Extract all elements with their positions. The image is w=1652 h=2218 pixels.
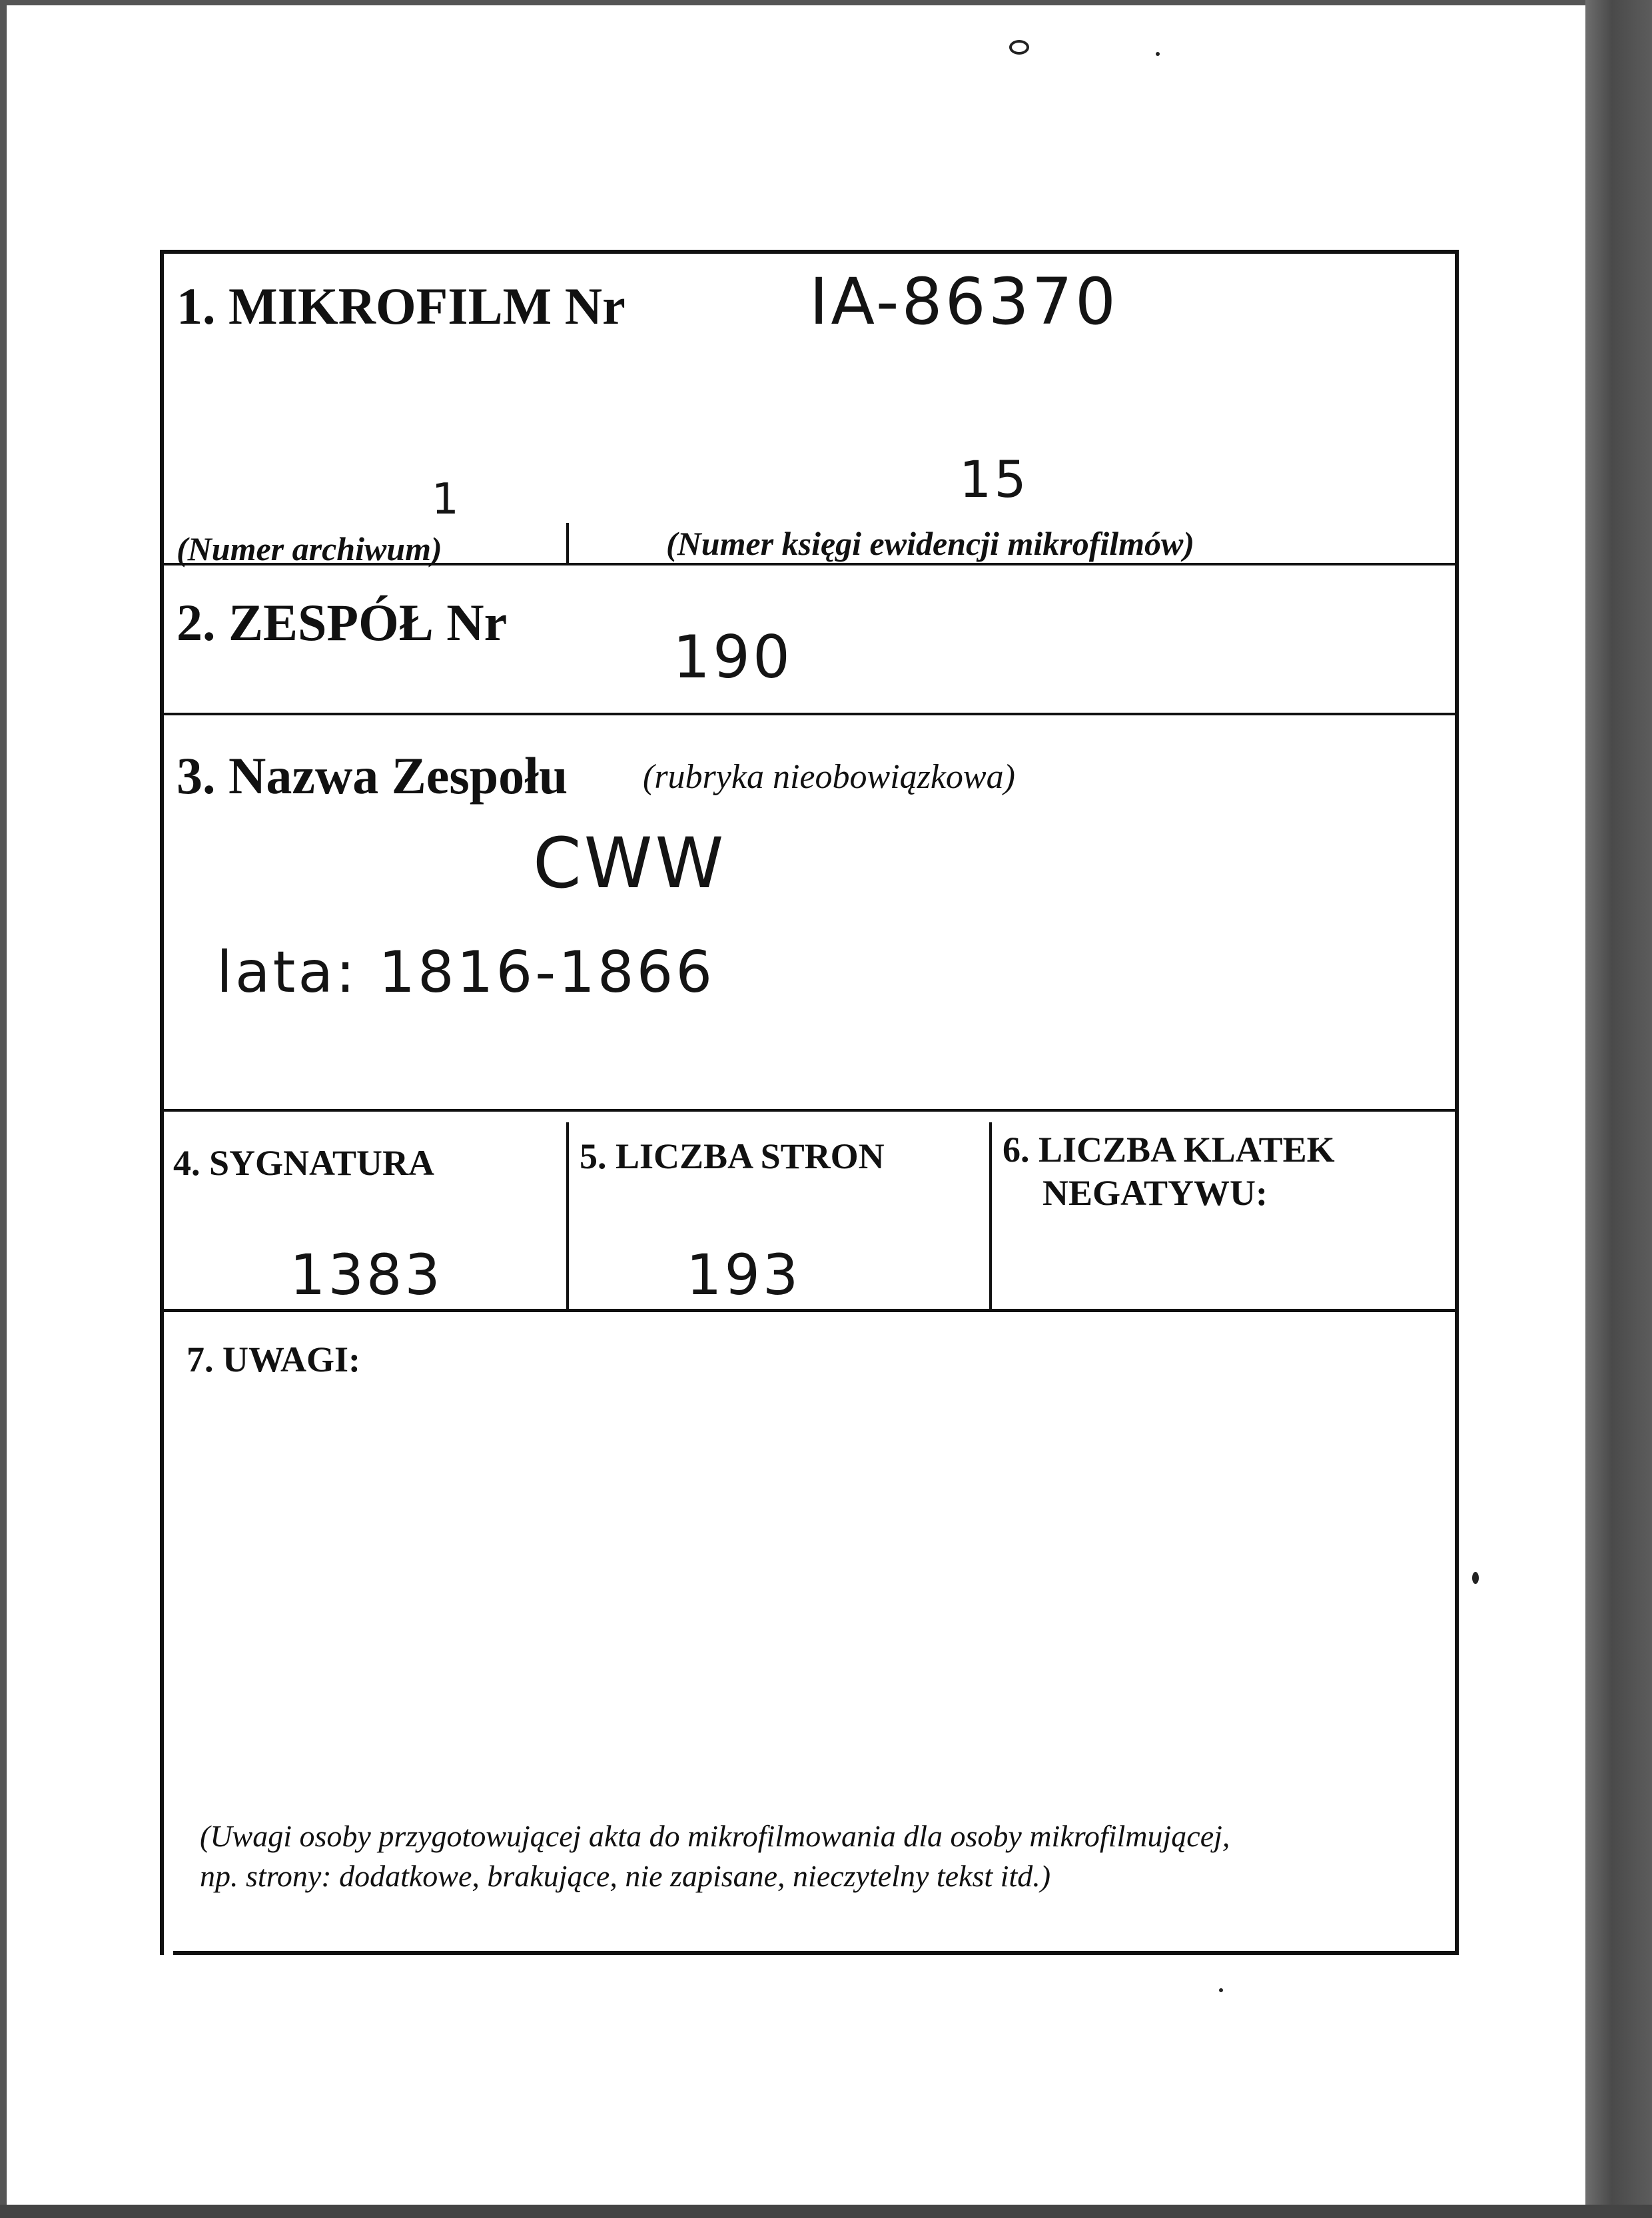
zespol-number: 190 [673,623,793,691]
liczba-stron-value: 193 [686,1242,801,1307]
uwagi-label: 7. UWAGI: [187,1339,361,1379]
uwagi-note-line1: (Uwagi osoby przygotowującej akta do mikrofilmowania dla osoby mikrofilmującej, [200,1819,1230,1853]
scan-speck [1219,1988,1223,1992]
sygnatura-value: 1383 [290,1242,443,1307]
frame-left [160,250,164,1955]
mikrofilm-label: 1. MIKROFILM Nr [177,277,625,335]
nazwa-zespolu-hint: (rubryka nieobowiązkowa) [643,758,1015,796]
negatywu-label: NEGATYWU: [1042,1173,1268,1213]
scan-speck [1009,40,1029,55]
scan-edge-right [1585,0,1652,2218]
liczba-stron-label: 5. LICZBA STRON [580,1136,885,1176]
register-number: 15 [959,450,1029,509]
nazwa-zespolu-label: 3. Nazwa Zespołu [177,747,568,805]
frame-right [1455,250,1459,1955]
divider-col-4-5 [566,1122,569,1312]
divider-hints [566,523,569,564]
divider-col-5-6 [989,1122,992,1312]
divider-row3 [160,1109,1459,1112]
frame-bottom [173,1951,1459,1955]
scan-edge-left [0,0,7,2218]
divider-row4 [160,1309,1459,1312]
archive-number-hint: (Numer archiwum) [177,530,442,567]
zespol-label: 2. ZESPÓŁ Nr [177,593,508,651]
mikrofilm-number: IA-86370 [809,264,1118,339]
uwagi-note-line2: np. strony: dodatkowe, brakujące, nie zapisane, nieczytelny tekst itd.) [200,1859,1051,1893]
nazwa-zespolu-years: lata: 1816-1866 [216,939,715,1006]
scan-edge-top [0,0,1652,5]
archive-number: 1 [432,475,462,524]
register-number-hint: (Numer księgi ewidencji mikrofilmów) [666,525,1195,562]
scan-speck [1156,52,1160,56]
scan-edge-bottom [0,2205,1652,2218]
sygnatura-label: 4. SYGNATURA [173,1143,435,1183]
microfilm-record-form [160,250,1459,1955]
frame-top [160,250,1459,254]
scan-speck [1472,1572,1479,1584]
divider-row2 [160,713,1459,715]
nazwa-zespolu-value: CWW [533,823,727,904]
liczba-klatek-label: 6. LICZBA KLATEK [1003,1130,1335,1170]
